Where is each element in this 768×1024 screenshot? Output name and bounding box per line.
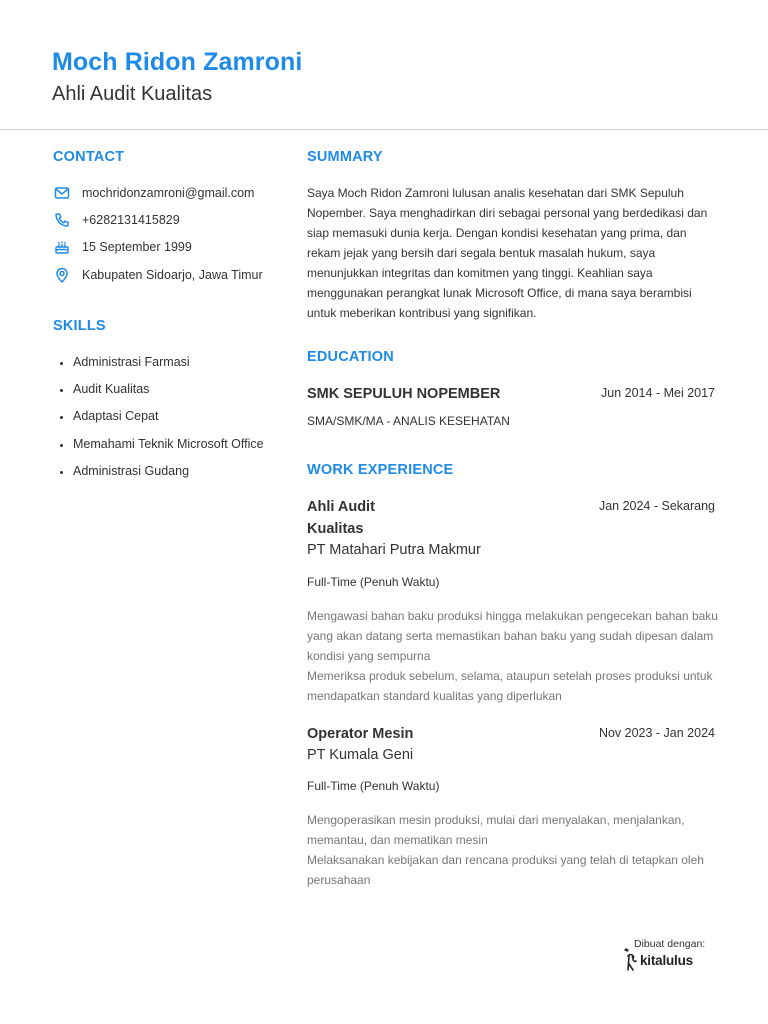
- contact-location: [52, 265, 263, 285]
- contact-email[interactable]: [52, 183, 255, 203]
- contact-birthdate: [52, 237, 192, 257]
- contact-location-text: Kabupaten Sidoarjo, Jawa Timur: [82, 268, 263, 282]
- brand-name: kitalulus: [640, 953, 693, 968]
- contact-email-text: mochridonzamroni@gmail.com: [82, 186, 255, 200]
- bullet: [60, 416, 63, 419]
- job-company: PT Matahari Putra Makmur: [307, 542, 481, 558]
- job-description-line: Mengoperasikan mesin produksi, mulai dari menyalakan, menjalankan, memantau, dan mematikan mesin: [307, 813, 685, 847]
- cake-icon: [52, 237, 72, 257]
- skill-text: Administrasi Gudang: [73, 464, 190, 478]
- skill-text: Adaptasi Cepat: [73, 409, 159, 423]
- contact-phone[interactable]: [52, 210, 180, 230]
- education-major: SMA/SMK/MA - ANALIS KESEHATAN: [307, 414, 510, 428]
- footer-branding[interactable]: [624, 936, 724, 976]
- job-description-line: Melaksanakan kebijakan dan rencana produksi yang telah di tetapkan oleh perusahaan: [307, 853, 704, 887]
- job-description: [307, 810, 723, 890]
- job-title-line: Kualitas: [307, 521, 364, 537]
- contact-heading: CONTACT: [53, 149, 125, 165]
- education-school: SMK SEPULUH NOPEMBER: [307, 386, 501, 402]
- skills-heading: SKILLS: [53, 318, 106, 334]
- bullet: [60, 362, 63, 365]
- job-date: Nov 2023 - Jan 2024: [598, 726, 715, 740]
- job-type: Full-Time (Penuh Waktu): [307, 575, 440, 589]
- job-title: [307, 496, 375, 540]
- mail-icon: [52, 183, 72, 203]
- work-heading: WORK EXPERIENCE: [307, 462, 454, 478]
- education-date: Jun 2014 - Mei 2017: [601, 386, 715, 400]
- job-description: [307, 606, 723, 706]
- job-description-line: Memeriksa produk sebelum, selama, ataupun setelah proses produksi untuk mendapatkan standard kualitas yang diperlukan: [307, 669, 713, 703]
- job-title-line: Ahli Audit: [307, 499, 375, 515]
- candidate-name: Moch Ridon Zamroni: [52, 48, 303, 76]
- job-title-line: Operator Mesin: [307, 726, 414, 742]
- skill-text: Administrasi Farmasi: [73, 355, 190, 369]
- job-type: Full-Time (Penuh Waktu): [307, 779, 440, 793]
- bullet: [60, 471, 63, 474]
- resume-header: [0, 0, 768, 130]
- education-heading: EDUCATION: [307, 349, 394, 365]
- candidate-role: Ahli Audit Kualitas: [52, 83, 213, 105]
- bullet: [60, 389, 63, 392]
- summary-heading: SUMMARY: [307, 149, 383, 165]
- bullet: [60, 444, 63, 447]
- kitalulus-logo-icon: [624, 946, 640, 979]
- location-pin-icon: [52, 265, 72, 285]
- contact-phone-text: +6282131415829: [82, 213, 180, 227]
- summary-text: Saya Moch Ridon Zamroni lulusan analis kesehatan dari SMK Sepuluh Nopember. Saya menghadirkan diri sebagai personal yang berdedikasi dan siap memasuki dunia kerja. Dengan kondisi kesehatan yang prima, dan rekam jejak yang bersih dari segala bentuk masalah hukum, saya menunjukkan integritas dan komitmen yang tinggi. Keahlian saya menggunakan perangkat lunak Microsoft Office, di mana saya berambisi untuk meberikan kontribusi yang signifikan.: [307, 186, 708, 320]
- contact-birthdate-text: 15 September 1999: [82, 240, 192, 254]
- job-title: [307, 723, 413, 745]
- job-description-line: Mengawasi bahan baku produksi hingga melakukan pengecekan bahan baku yang akan datang serta memastikan bahan baku yang sudah dipesan dalam kondisi yang sempurna: [307, 609, 718, 663]
- phone-icon: [52, 210, 72, 230]
- skill-text: Memahami Teknik Microsoft Office: [73, 437, 264, 451]
- made-with-label: Dibuat dengan:: [634, 938, 706, 950]
- job-company: PT Kumala Geni: [307, 747, 414, 763]
- skill-text: Audit Kualitas: [73, 382, 150, 396]
- job-date: Jan 2024 - Sekarang: [598, 499, 715, 513]
